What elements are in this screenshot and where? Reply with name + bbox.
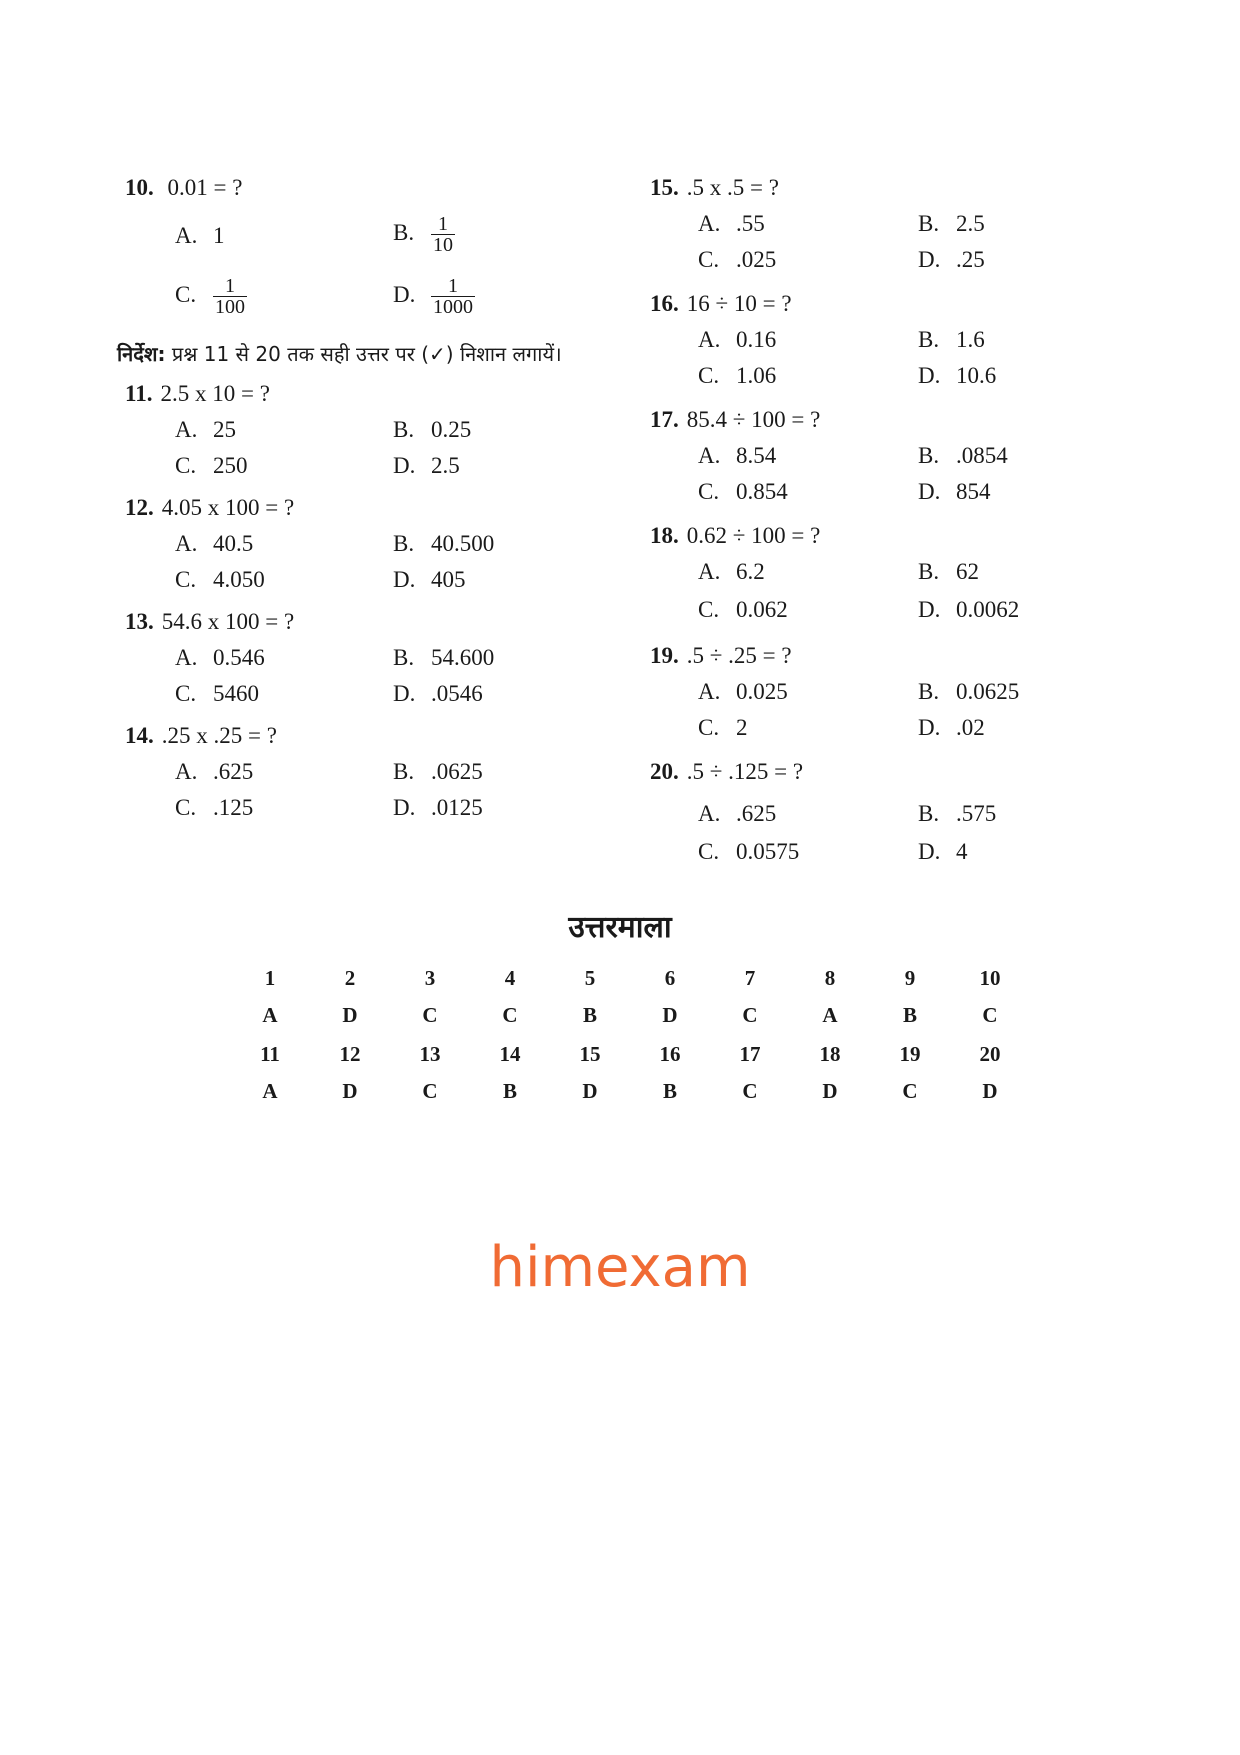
answer-key-answers bbox=[230, 1002, 1030, 1029]
text: .25 bbox=[956, 247, 985, 272]
text: 2 bbox=[736, 715, 748, 740]
text: 250 bbox=[213, 453, 248, 478]
option-a bbox=[175, 754, 253, 790]
answer-key-cell: 12 bbox=[339, 1042, 361, 1066]
answer-key-cell: D bbox=[582, 1079, 598, 1103]
option-d bbox=[393, 676, 483, 712]
options bbox=[650, 674, 1110, 750]
option-letter: B. bbox=[393, 417, 415, 442]
option-letter: C. bbox=[698, 363, 720, 388]
question-15 bbox=[650, 170, 1110, 282]
answer-key-cell: B bbox=[902, 1003, 917, 1027]
answer-key-numbers bbox=[230, 1041, 1030, 1068]
options bbox=[125, 526, 625, 600]
option-b bbox=[393, 526, 494, 562]
question-number: 11. bbox=[125, 381, 153, 406]
fraction-denominator: 1000 bbox=[433, 296, 473, 318]
question-stem bbox=[125, 718, 625, 754]
answer-key-cell: 7 bbox=[744, 966, 756, 990]
answer-key-cell: 1 bbox=[264, 966, 276, 990]
watermark: himexam bbox=[489, 1235, 751, 1300]
option-a bbox=[698, 206, 765, 242]
option-c bbox=[698, 834, 799, 870]
question-number: 20. bbox=[650, 759, 679, 784]
fraction-denominator: 100 bbox=[215, 296, 245, 318]
text: 85.4 ÷ 100 = ? bbox=[686, 407, 821, 432]
option-letter: B. bbox=[393, 531, 415, 556]
option-c bbox=[175, 448, 248, 484]
text: 0.0062 bbox=[956, 597, 1020, 622]
question-stem bbox=[650, 754, 1110, 790]
question-11 bbox=[125, 376, 625, 486]
option-letter: D. bbox=[918, 363, 941, 388]
answer-key-block-2 bbox=[230, 1041, 1030, 1105]
option-letter: A. bbox=[698, 443, 721, 468]
fraction-numerator: 1 bbox=[225, 275, 235, 297]
option-letter: A. bbox=[175, 645, 198, 670]
option-a bbox=[175, 640, 265, 676]
options bbox=[125, 412, 625, 486]
text: .5 x .5 = ? bbox=[686, 175, 779, 200]
options bbox=[125, 640, 625, 714]
options bbox=[650, 554, 1110, 634]
text: 62 bbox=[956, 559, 979, 584]
text: 16 ÷ 10 = ? bbox=[686, 291, 792, 316]
option-letter: D. bbox=[393, 281, 416, 307]
text: .125 bbox=[213, 795, 254, 820]
fraction bbox=[431, 276, 475, 317]
option-d bbox=[393, 562, 466, 598]
question-number: 16. bbox=[650, 291, 679, 316]
answer-key-numbers bbox=[230, 965, 1030, 992]
answer-key-cell: C bbox=[982, 1003, 998, 1027]
text: 0.0575 bbox=[736, 839, 800, 864]
options bbox=[650, 322, 1110, 398]
question-number: 10. bbox=[125, 175, 154, 200]
text: .575 bbox=[956, 801, 997, 826]
option-letter: C. bbox=[175, 567, 197, 592]
question-stem bbox=[650, 638, 1110, 674]
text: 0.025 bbox=[736, 679, 788, 704]
question-stem bbox=[125, 170, 625, 206]
option-d bbox=[393, 448, 460, 484]
option-b bbox=[918, 438, 1008, 474]
option-letter: D. bbox=[918, 247, 941, 272]
answer-key-cell: C bbox=[422, 1079, 438, 1103]
answer-key-grid bbox=[230, 965, 1030, 1115]
option-c bbox=[698, 474, 788, 510]
answer-key-cell: 14 bbox=[499, 1042, 521, 1066]
question-stem bbox=[650, 518, 1110, 554]
option-letter: D. bbox=[393, 453, 416, 478]
text: .0854 bbox=[956, 443, 1008, 468]
text: 6.2 bbox=[736, 559, 765, 584]
text: .25 x .25 = ? bbox=[161, 723, 277, 748]
text: 0.16 bbox=[736, 327, 777, 352]
option-letter: D. bbox=[918, 479, 941, 504]
answer-key-cell: 9 bbox=[904, 966, 916, 990]
answer-key-cell: 4 bbox=[504, 966, 516, 990]
question-stem bbox=[125, 490, 625, 526]
text: .5 ÷ .25 = ? bbox=[686, 643, 792, 668]
answer-key-cell: 10 bbox=[979, 966, 1001, 990]
option-letter: A. bbox=[698, 327, 721, 352]
option-letter: C. bbox=[698, 715, 720, 740]
option-letter: B. bbox=[918, 211, 940, 236]
text: .625 bbox=[736, 801, 777, 826]
answer-key-cell: 17 bbox=[739, 1042, 761, 1066]
question-13 bbox=[125, 604, 625, 714]
option-d bbox=[393, 276, 475, 317]
text: 0.854 bbox=[736, 479, 788, 504]
answer-key-cell: 20 bbox=[979, 1042, 1001, 1066]
text: 4.05 x 100 = ? bbox=[161, 495, 295, 520]
option-letter: B. bbox=[918, 559, 940, 584]
text: 854 bbox=[956, 479, 991, 504]
answer-key-cell: A bbox=[822, 1003, 838, 1027]
question-stem bbox=[650, 170, 1110, 206]
fraction bbox=[431, 214, 455, 255]
option-letter: A. bbox=[698, 211, 721, 236]
option-b bbox=[918, 674, 1019, 710]
option-c bbox=[698, 242, 776, 278]
text: 0.0625 bbox=[956, 679, 1020, 704]
option-letter: A. bbox=[698, 679, 721, 704]
answer-key-cell: 6 bbox=[664, 966, 676, 990]
text: .5 ÷ .125 = ? bbox=[686, 759, 804, 784]
option-b bbox=[393, 640, 494, 676]
option-letter: C. bbox=[175, 681, 197, 706]
question-stem bbox=[650, 402, 1110, 438]
option-letter: C. bbox=[175, 795, 197, 820]
option-b bbox=[393, 214, 455, 255]
option-letter: C. bbox=[698, 839, 720, 864]
question-20 bbox=[650, 754, 1110, 878]
question-stem bbox=[125, 604, 625, 640]
answer-key-cell: D bbox=[982, 1079, 998, 1103]
option-d bbox=[918, 358, 996, 394]
answer-key-cell: 19 bbox=[899, 1042, 921, 1066]
option-c bbox=[698, 592, 788, 628]
option-letter: B. bbox=[918, 327, 940, 352]
question-18 bbox=[650, 518, 1110, 634]
answer-key-cell: 16 bbox=[659, 1042, 681, 1066]
option-c bbox=[175, 676, 259, 712]
option-b bbox=[918, 206, 985, 242]
option-b bbox=[918, 554, 979, 590]
text: 40.5 bbox=[213, 531, 254, 556]
option-d bbox=[918, 592, 1019, 628]
text: 2.5 x 10 = ? bbox=[160, 381, 270, 406]
text: 40.500 bbox=[431, 531, 495, 556]
option-a bbox=[698, 554, 765, 590]
option-c bbox=[175, 562, 265, 598]
text: 0.62 ÷ 100 = ? bbox=[686, 523, 821, 548]
answer-key-title: उत्तरमाला bbox=[568, 910, 672, 945]
text: 0.546 bbox=[213, 645, 265, 670]
answer-key-cell: D bbox=[342, 1079, 358, 1103]
question-10 bbox=[125, 170, 625, 326]
answer-key-cell: 18 bbox=[819, 1042, 841, 1066]
left-column bbox=[117, 170, 625, 828]
answer-key-cell: C bbox=[502, 1003, 518, 1027]
option-b bbox=[393, 412, 471, 448]
instruction-label: निर्देश: bbox=[117, 342, 166, 366]
option-letter: B. bbox=[393, 759, 415, 784]
question-stem bbox=[125, 376, 625, 412]
text: 405 bbox=[431, 567, 466, 592]
option-letter: C. bbox=[698, 247, 720, 272]
answer-key-cell: A bbox=[262, 1079, 278, 1103]
option-a bbox=[698, 796, 776, 832]
question-12 bbox=[125, 490, 625, 600]
text: 2.5 bbox=[431, 453, 460, 478]
answer-key-cell: C bbox=[742, 1079, 758, 1103]
text: 25 bbox=[213, 417, 236, 442]
option-letter: C. bbox=[175, 281, 197, 307]
question-17 bbox=[650, 402, 1110, 514]
question-19 bbox=[650, 638, 1110, 750]
text: .625 bbox=[213, 759, 254, 784]
option-letter: A. bbox=[175, 759, 198, 784]
question-number: 17. bbox=[650, 407, 679, 432]
option-d bbox=[918, 474, 991, 510]
answer-key-cell: 5 bbox=[584, 966, 596, 990]
option-letter: D. bbox=[393, 795, 416, 820]
answer-key-answers bbox=[230, 1078, 1030, 1105]
answer-key-cell: D bbox=[342, 1003, 358, 1027]
option-c bbox=[698, 358, 776, 394]
option-letter: D. bbox=[393, 681, 416, 706]
question-number: 12. bbox=[125, 495, 154, 520]
text: 5460 bbox=[213, 681, 259, 706]
text: 4 bbox=[956, 839, 968, 864]
text: 54.6 x 100 = ? bbox=[161, 609, 295, 634]
question-14 bbox=[125, 718, 625, 828]
question-16 bbox=[650, 286, 1110, 398]
option-letter: A. bbox=[175, 531, 198, 556]
answer-key-cell: C bbox=[902, 1079, 918, 1103]
option-a bbox=[698, 438, 776, 474]
option-letter: A. bbox=[698, 801, 721, 826]
options bbox=[650, 796, 1110, 878]
answer-key-cell: 3 bbox=[424, 966, 436, 990]
answer-key-cell: 11 bbox=[260, 1042, 280, 1066]
answer-key-cell: C bbox=[422, 1003, 438, 1027]
answer-key-cell: D bbox=[822, 1079, 838, 1103]
answer-key-cell: 2 bbox=[344, 966, 356, 990]
text: 10.6 bbox=[956, 363, 997, 388]
fraction bbox=[213, 276, 247, 317]
option-a bbox=[698, 322, 776, 358]
option-b bbox=[393, 754, 483, 790]
text: 4.050 bbox=[213, 567, 265, 592]
question-text: 0.01 = ? bbox=[167, 175, 243, 200]
option-c bbox=[698, 710, 748, 746]
option-letter: A. bbox=[175, 223, 198, 248]
text: 0.062 bbox=[736, 597, 788, 622]
option-letter: C. bbox=[698, 597, 720, 622]
option-d bbox=[918, 834, 968, 870]
text: 1.06 bbox=[736, 363, 777, 388]
option-b bbox=[918, 796, 996, 832]
option-letter: C. bbox=[175, 453, 197, 478]
fraction-numerator: 1 bbox=[438, 213, 448, 235]
option-letter: B. bbox=[918, 801, 940, 826]
answer-key-cell: 15 bbox=[579, 1042, 601, 1066]
text: 2.5 bbox=[956, 211, 985, 236]
option-letter: B. bbox=[918, 443, 940, 468]
answer-key-cell: D bbox=[662, 1003, 678, 1027]
question-number: 14. bbox=[125, 723, 154, 748]
option-letter: D. bbox=[393, 567, 416, 592]
answer-key-cell: B bbox=[582, 1003, 597, 1027]
answer-key-cell: C bbox=[742, 1003, 758, 1027]
option-letter: C. bbox=[698, 479, 720, 504]
option-d bbox=[918, 710, 985, 746]
question-number: 15. bbox=[650, 175, 679, 200]
question-number: 19. bbox=[650, 643, 679, 668]
text: .0546 bbox=[431, 681, 483, 706]
answer-key-cell: B bbox=[662, 1079, 677, 1103]
option-letter: A. bbox=[175, 417, 198, 442]
right-column bbox=[650, 170, 1110, 878]
text: .025 bbox=[736, 247, 777, 272]
options bbox=[650, 438, 1110, 514]
option-a bbox=[698, 674, 788, 710]
text: .0125 bbox=[431, 795, 483, 820]
fraction-denominator: 10 bbox=[433, 234, 453, 256]
text: .55 bbox=[736, 211, 765, 236]
answer-key-block-1 bbox=[230, 965, 1030, 1029]
answer-key-cell: B bbox=[502, 1079, 517, 1103]
option-d bbox=[918, 242, 985, 278]
text: 54.600 bbox=[431, 645, 495, 670]
option-letter: D. bbox=[918, 715, 941, 740]
instruction-text: प्रश्न 11 से 20 तक सही उत्तर पर (✓) निशान लगायें। bbox=[171, 342, 562, 366]
text: 8.54 bbox=[736, 443, 777, 468]
option-a bbox=[175, 526, 253, 562]
text: .02 bbox=[956, 715, 985, 740]
option-c bbox=[175, 276, 247, 317]
question-stem bbox=[650, 286, 1110, 322]
answer-key-cell: 8 bbox=[824, 966, 836, 990]
option-d bbox=[393, 790, 483, 826]
option-letter: B. bbox=[393, 645, 415, 670]
fraction-numerator: 1 bbox=[448, 275, 458, 297]
text: 1 bbox=[213, 223, 225, 248]
text: .0625 bbox=[431, 759, 483, 784]
options bbox=[650, 206, 1110, 282]
answer-key-cell: A bbox=[262, 1003, 278, 1027]
option-letter: D. bbox=[918, 839, 941, 864]
instruction bbox=[117, 336, 617, 372]
options bbox=[125, 206, 625, 326]
text: 0.25 bbox=[431, 417, 472, 442]
option-c bbox=[175, 790, 253, 826]
answer-key-cell: 13 bbox=[419, 1042, 441, 1066]
option-a bbox=[175, 218, 225, 254]
option-a bbox=[175, 412, 236, 448]
question-number: 18. bbox=[650, 523, 679, 548]
option-letter: D. bbox=[918, 597, 941, 622]
option-b bbox=[918, 322, 985, 358]
options bbox=[125, 754, 625, 828]
option-letter: A. bbox=[698, 559, 721, 584]
question-number: 13. bbox=[125, 609, 154, 634]
option-letter: B. bbox=[393, 219, 415, 245]
option-letter: B. bbox=[918, 679, 940, 704]
text: 1.6 bbox=[956, 327, 985, 352]
